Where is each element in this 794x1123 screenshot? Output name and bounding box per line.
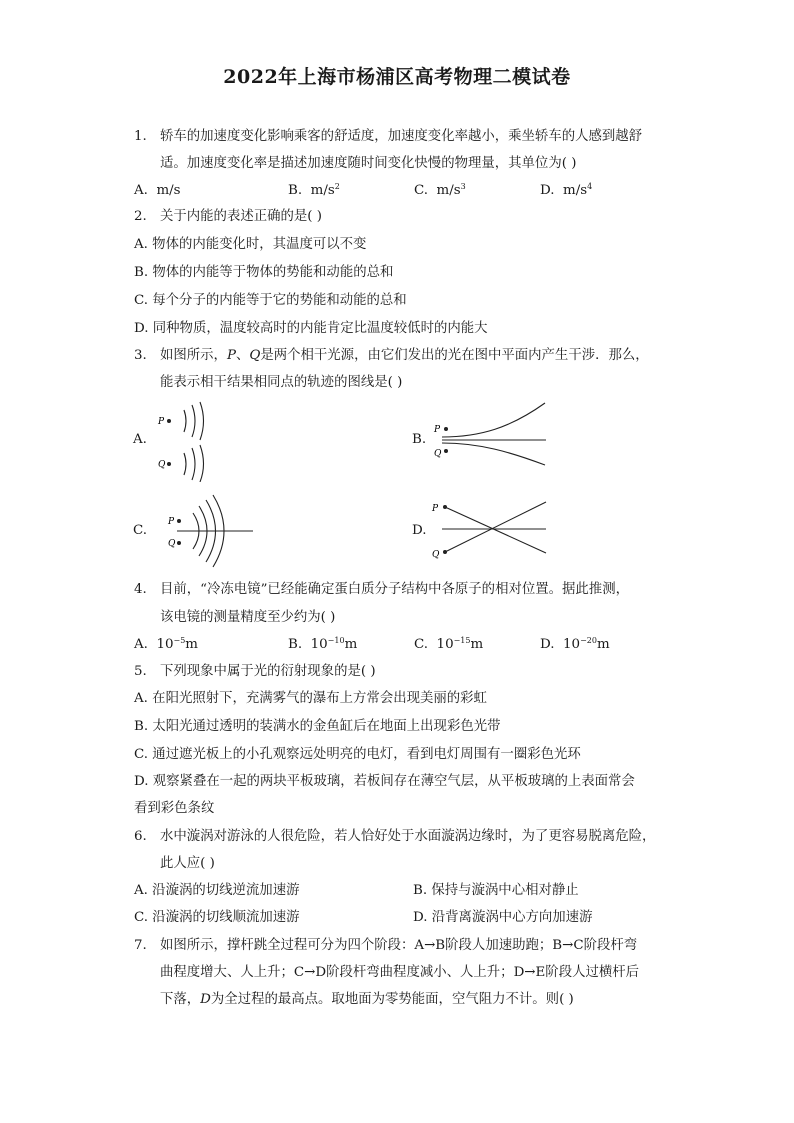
option-b: B. 保持与漩涡中心相对静止	[413, 883, 579, 898]
option-unit: m	[596, 637, 610, 652]
option-label: C.	[414, 637, 429, 652]
option-d: D. 沿背离漩涡中心方向加速游	[413, 910, 593, 925]
question-number: 5.	[134, 664, 147, 679]
exponent: 4	[587, 182, 593, 191]
option-c	[414, 636, 483, 654]
question-text: 适。加速度变化率是描述加速度随时间变化快慢的物理量，其单位为( )	[160, 156, 577, 171]
figure-label-c: C.	[133, 523, 148, 538]
option-text: m/s	[310, 183, 335, 198]
exponent: 3	[460, 182, 466, 191]
exponent: −5	[173, 636, 186, 645]
option-c: C. 每个分子的内能等于它的势能和动能的总和	[134, 293, 407, 308]
point-q	[444, 449, 448, 453]
question-number: 2.	[134, 209, 147, 224]
option-unit: m	[344, 637, 358, 652]
page-title: 2022年上海市杨浦区高考物理二模试卷	[223, 66, 571, 88]
question-number: 3.	[134, 348, 147, 363]
option-unit: m	[470, 637, 484, 652]
question-number: 1.	[134, 129, 147, 144]
option-d-continued: 看到彩色条纹	[134, 801, 215, 816]
point-q-label: Q	[432, 550, 440, 560]
symbol-q: Q	[249, 348, 261, 363]
figure-label-d: D.	[412, 523, 427, 538]
wavefronts	[184, 402, 204, 482]
point-p-label: P	[168, 517, 175, 527]
option-a	[134, 636, 198, 654]
option-text: m/s	[563, 183, 588, 198]
figure-d	[430, 495, 550, 561]
option-a: A. 物体的内能变化时，其温度可以不变	[134, 237, 367, 252]
point-q-label: Q	[434, 449, 442, 459]
question-number: 7.	[134, 938, 147, 953]
option-c: C. 通过遮光板上的小孔观察远处明亮的电灯，看到电灯周围有一圈彩色光环	[134, 747, 581, 762]
question-text: 此人应( )	[160, 856, 215, 871]
figure-b	[430, 400, 555, 466]
text-run: 下落，	[160, 992, 201, 1007]
option-d: D. 观察紧叠在一起的两块平板玻璃，若板间存在薄空气层，从平板玻璃的上表面常会	[134, 774, 635, 789]
option-label: A.	[134, 183, 148, 198]
option-base: 10	[310, 637, 328, 652]
option-label: B.	[288, 637, 303, 652]
option-c: C. 沿漩涡的切线顺流加速游	[134, 910, 300, 925]
interference-curves	[442, 403, 546, 465]
point-q	[177, 541, 181, 545]
point-p-label: P	[434, 425, 441, 435]
question-text: 曲程度增大、人上升；C→D阶段杆弯曲程度减小、人上升；D→E阶段人过横杆后	[160, 965, 640, 980]
option-base: 10	[563, 637, 581, 652]
question-text: 关于内能的表述正确的是( )	[160, 209, 323, 224]
interference-curves	[177, 495, 253, 567]
point-p-label: P	[432, 504, 439, 514]
option-base: 10	[156, 637, 174, 652]
option-b: B. 太阳光通过透明的装满水的金鱼缸后在地面上出现彩色光带	[134, 719, 501, 734]
option-d: D. 同种物质，温度较高时的内能肯定比温度较低时的内能大	[134, 321, 488, 336]
option-b	[288, 636, 357, 654]
question-number: 6.	[134, 829, 147, 844]
option-b	[288, 182, 340, 200]
question-text: 能表示相干结果相同点的轨迹的图线是( )	[160, 375, 403, 390]
question-text: 水中漩涡对游泳的人很危险，若人恰好处于水面漩涡边缘时，为了更容易脱离危险，	[160, 829, 656, 844]
question-text: 目前，“冷冻电镜”已经能确定蛋白质分子结构中各原子的相对位置。据此推测，	[160, 582, 629, 597]
figure-label-b: B.	[412, 432, 427, 447]
option-unit: m	[185, 637, 198, 652]
question-text: 下列现象中属于光的衍射现象的是( )	[160, 664, 376, 679]
question-number: 4.	[134, 582, 147, 597]
text-run: 是两个相干光源，由它们发出的光在图中平面内产生干涉．那么，	[260, 348, 649, 363]
symbol-d: D	[200, 992, 211, 1007]
question-text: 轿车的加速度变化影响乘客的舒适度，加速度变化率越小，乘坐轿车的人感到越舒	[160, 129, 643, 144]
question-text	[160, 347, 649, 365]
exponent: −10	[327, 636, 345, 645]
point-q	[167, 462, 171, 466]
option-base: 10	[436, 637, 454, 652]
option-c	[414, 182, 466, 200]
option-label: D.	[540, 183, 555, 198]
text-run: 为全过程的最高点。取地面为零势能面，空气阻力不计。则( )	[210, 992, 574, 1007]
question-text: 如图所示，撑杆跳全过程可分为四个阶段：A→B阶段人加速助跑；B→C阶段杆弯	[160, 938, 638, 953]
point-q-label: Q	[168, 539, 176, 549]
figure-a	[150, 398, 230, 482]
figure-c	[165, 493, 255, 568]
point-p	[177, 519, 181, 523]
question-text	[160, 991, 574, 1009]
option-text: m/s	[156, 183, 181, 198]
figure-label-a: A.	[133, 432, 147, 447]
option-a: A. 沿漩涡的切线逆流加速游	[134, 883, 300, 898]
symbol-p: P	[226, 348, 236, 363]
text-run: 如图所示，	[160, 348, 227, 363]
option-a	[134, 182, 181, 200]
option-label: D.	[540, 637, 555, 652]
question-text: 该电镜的测量精度至少约为( )	[160, 610, 336, 625]
exponent: 2	[334, 182, 340, 191]
point-q-label: Q	[158, 460, 166, 470]
point-p	[167, 419, 171, 423]
option-d	[540, 636, 610, 654]
option-text: m/s	[436, 183, 461, 198]
text-run: 、	[235, 348, 250, 363]
exponent: −15	[453, 636, 471, 645]
point-p	[444, 427, 448, 431]
interference-lines	[442, 502, 546, 553]
option-d	[540, 182, 592, 200]
option-label: A.	[134, 637, 148, 652]
point-p-label: P	[158, 417, 165, 427]
option-b: B. 物体的内能等于物体的势能和动能的总和	[134, 265, 394, 280]
exponent: −20	[580, 636, 597, 645]
option-label: C.	[414, 183, 429, 198]
option-a: A. 在阳光照射下，充满雾气的瀑布上方常会出现美丽的彩虹	[134, 691, 487, 706]
option-label: B.	[288, 183, 303, 198]
